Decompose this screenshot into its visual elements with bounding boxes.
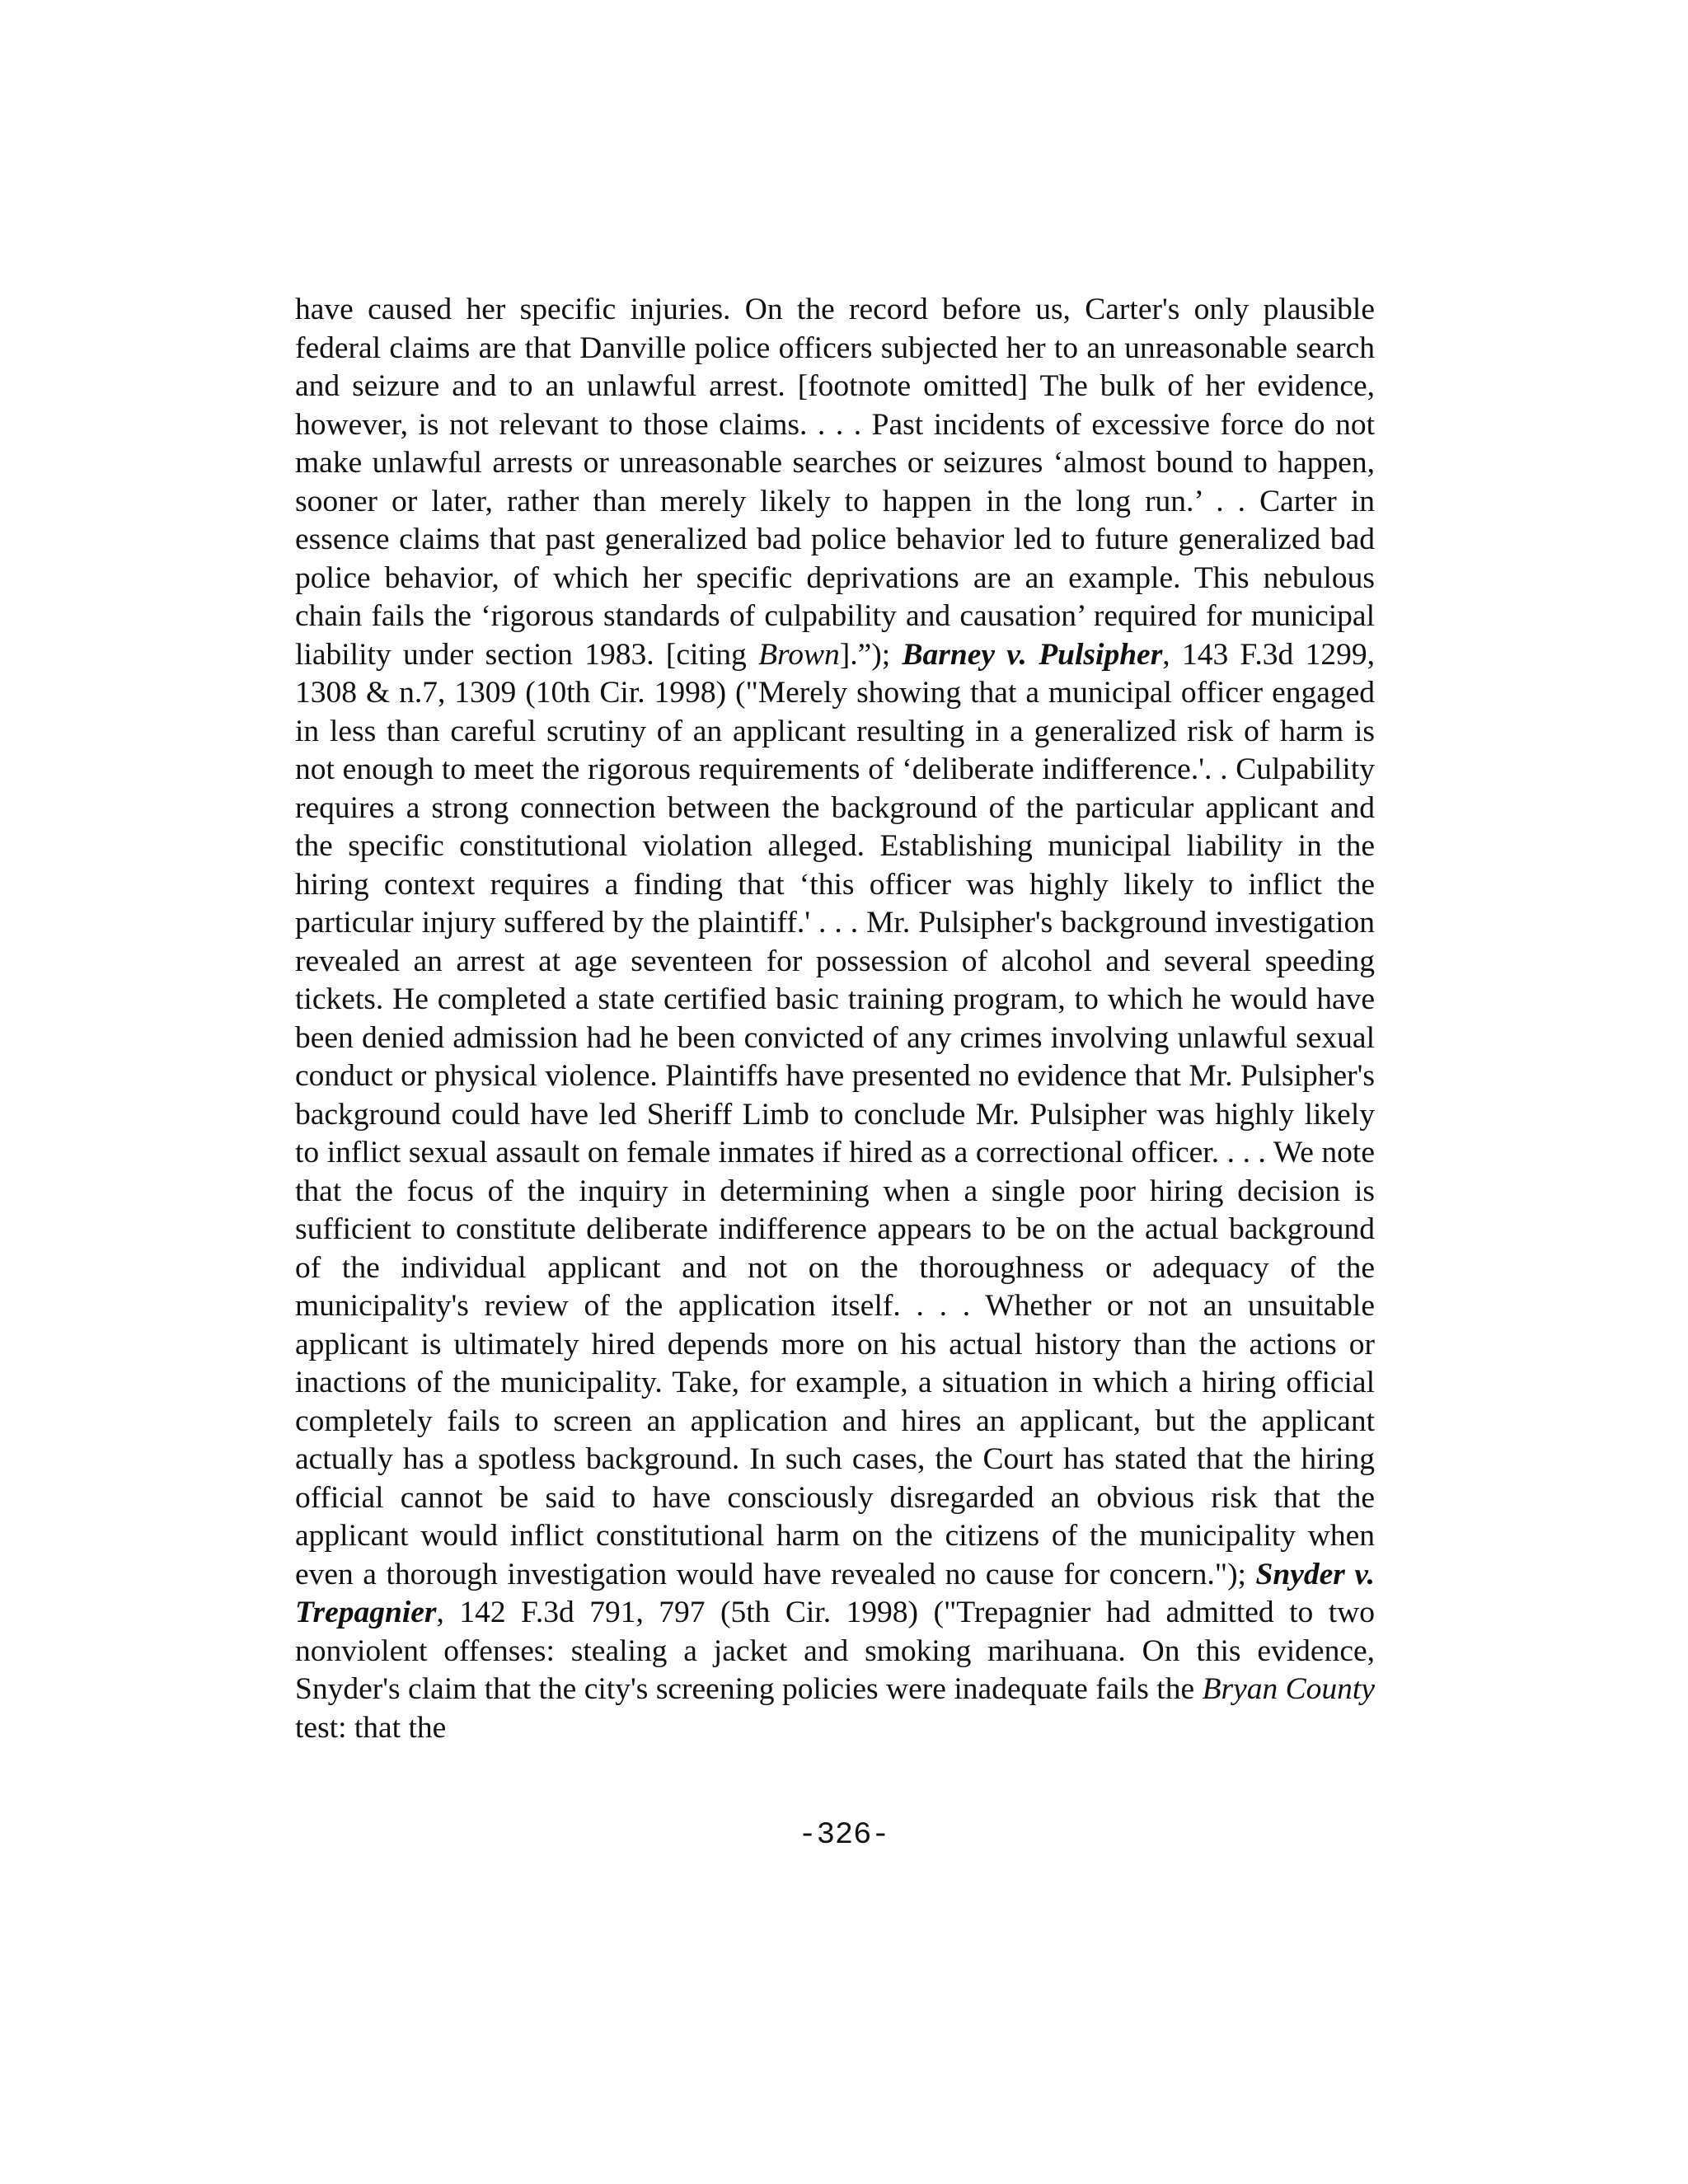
body-text: have caused her specific injuries. On the record before us, Carter's only plausible federal claims are that Danville police officers subjected her to an unreasonable search and seizure and to an unlawful arrest. [footnote omitted] The bulk of her evidence, however, is not relevant to those claims. . . . Past incidents of excessive force do not make unlawful arrests or unreasonable searches or seizures ‘almost bound to happen, sooner or later, rather than merely likely to happen in the long run.’ . . Carter in essence claims that past generalized bad police behavior led to future generalized bad police behavior, of which her specific deprivations are an example. This nebulous chain fails the ‘rigorous standards of culpability and causation’ required for municipal liability under section 1983. [citing — [295, 293, 1375, 672]
case-name-barney: Barney v. Pulsipher — [902, 637, 1163, 672]
case-reference-italic: Bryan County — [1202, 1672, 1375, 1706]
body-text: , 142 F.3d 791, 797 (5th Cir. 1998) ("Trepagnier had admitted to two nonviolent offenses: stealing a jacket and smoking marihuana. On this evidence, Snyder's claim that the city's screening policies were inadequate fails the — [295, 1596, 1375, 1706]
body-text: ].”); — [839, 637, 903, 672]
body-text: , 143 F.3d 1299, 1308 & n.7, 1309 (10th Cir. 1998) ("Merely showing that a municipal officer engaged in less than careful scrutiny of an applicant resulting in a generalized risk of harm is not enough to meet the rigorous requirements of ‘deliberate indifference.'. . Culpability requires a strong connection between the background of the particular applicant and the specific constitutional violation alleged. Establishing municipal liability in the hiring context requires a finding that ‘this officer was highly likely to inflict the particular injury suffered by the plaintiff.' . . . Mr. Pulsipher's background investigation revealed an arrest at age seventeen for possession of alcohol and several speeding tickets. He completed a state certified basic training program, to which he would have been denied admission had he been convicted of any crimes involving unlawful sexual conduct or physical violence. Plaintiffs have presented no evidence that Mr. Pulsipher's background could have led Sheriff Limb to conclude Mr. Pulsipher was highly likely to inflict sexual assault on female inmates if hired as a correctional officer. . . . We note that the focus of the inquiry in determining when a single poor hiring decision is sufficient to constitute deliberate indifference appears to be on the actual background of the individual applicant and not on the thoroughness or adequacy of the municipality's review of the application itself. . . . Whether or not an unsuitable applicant is ultimately hired depends more on his actual history than the actions or inactions of the municipality. Take, for example, a situation in which a hiring official completely fails to screen an application and hires an applicant, but the applicant actually has a spotless background. In such cases, the Court has stated that the hiring official cannot be said to have consciously disregarded an obvious risk that the applicant would inflict constitutional harm on the citizens of the municipality when even a thorough investigation would have revealed no cause for concern."); — [295, 637, 1375, 1591]
body-paragraph — [295, 291, 1375, 1747]
body-text: test: that the — [295, 1710, 447, 1745]
case-reference-italic: Brown — [758, 637, 840, 672]
page-number: -326- — [798, 1818, 890, 1853]
case-name-snyder: Snyder v. Trepagnier — [295, 1557, 1375, 1629]
